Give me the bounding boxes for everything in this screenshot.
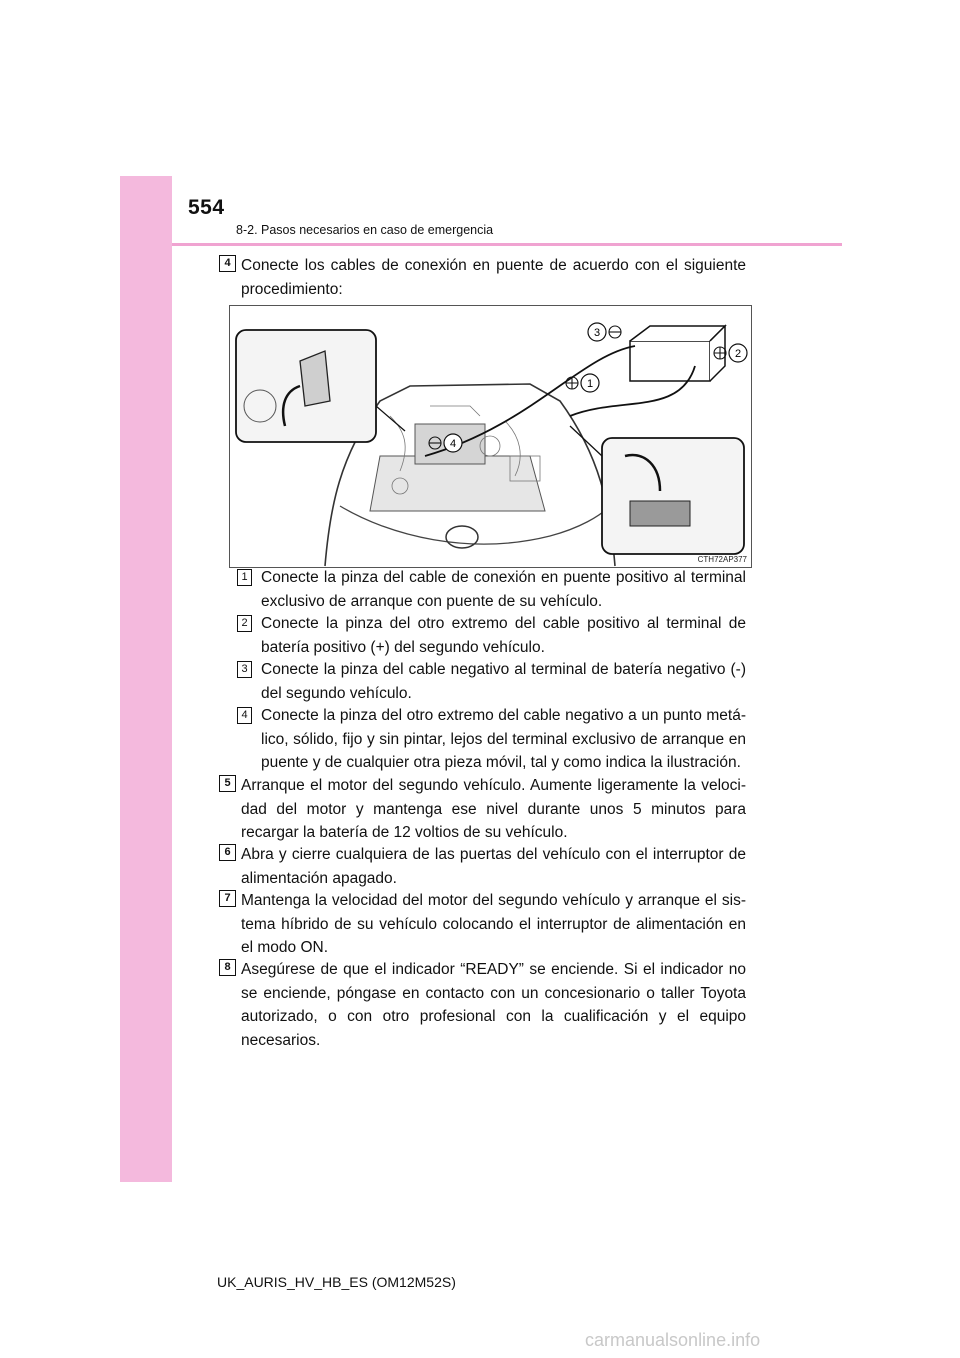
figure-code: CTH72AP377 bbox=[697, 555, 747, 564]
substep-number-badge: 1 bbox=[237, 569, 252, 586]
substep-number-badge: 4 bbox=[237, 707, 252, 724]
substep-text: Conecte la pinza del otro extremo del cable positivo al terminal de batería positivo (+) del segundo vehículo. bbox=[261, 615, 746, 656]
step-text: Asegúrese de que el indicador “READY” se enciende. Si el indicador no se enciende, póngase en contacto con un concesionario o taller Toyota autorizado, o con otro profesional con la cualificación y el equipo necesarios. bbox=[241, 961, 746, 1049]
step-number-badge: 4 bbox=[219, 255, 236, 272]
substep-text: Conecte la pinza del cable de conexión en puente positivo al terminal exclusivo de arranque con puente de su vehículo. bbox=[261, 569, 746, 610]
step-number-badge: 8 bbox=[219, 959, 236, 976]
chapter-tab bbox=[120, 176, 172, 1182]
step-text: Mantenga la velocidad del motor del segundo vehículo y arranque el sistema híbrido de su vehículo colocando el interruptor de alimentación en el modo ON. bbox=[241, 892, 746, 956]
header-rule bbox=[172, 243, 842, 246]
section-title: 8-2. Pasos necesarios en caso de emergencia bbox=[236, 223, 494, 237]
step-number-badge: 6 bbox=[219, 844, 236, 861]
watermark: carmanualsonline.info bbox=[585, 1330, 761, 1350]
engine-bay-drawing bbox=[230, 306, 751, 567]
step-number-badge: 5 bbox=[219, 775, 236, 792]
step-text: Arranque el motor del segundo vehículo. Aumente ligeramente la velocidad del motor y mantenga ese nivel durante unos 5 minutos para recargar la batería de 12 voltios de su vehículo. bbox=[241, 777, 746, 841]
step-text: Conecte los cables de conexión en puente de acuerdo con el siguiente procedimiento: bbox=[241, 257, 746, 298]
step-text: Abra y cierre cualquiera de las puertas del vehículo con el interruptor de alimentación apagado. bbox=[241, 846, 746, 887]
substep-number-badge: 2 bbox=[237, 615, 252, 632]
callout-2: 2 bbox=[734, 348, 742, 360]
step-number-badge: 7 bbox=[219, 890, 236, 907]
callout-4: 4 bbox=[449, 438, 457, 450]
substep-text: Conecte la pinza del otro extremo del cable negativo a un punto metálico, sólido, fijo y sin pintar, lejos del terminal exclusivo de arranque en puente y de cualquier otra pieza móvil, tal y como indica la ilustración. bbox=[261, 707, 746, 771]
substep-number-badge: 3 bbox=[237, 661, 252, 678]
callout-3: 3 bbox=[593, 327, 601, 339]
page-number: 554 bbox=[188, 196, 225, 219]
callout-1: 1 bbox=[586, 378, 594, 390]
model-code-footer: UK_AURIS_HV_HB_ES (OM12M52S) bbox=[217, 1274, 456, 1290]
jump-start-illustration bbox=[229, 305, 752, 568]
substep-text: Conecte la pinza del cable negativo al terminal de batería negativo (-) del segundo vehículo. bbox=[261, 661, 746, 702]
